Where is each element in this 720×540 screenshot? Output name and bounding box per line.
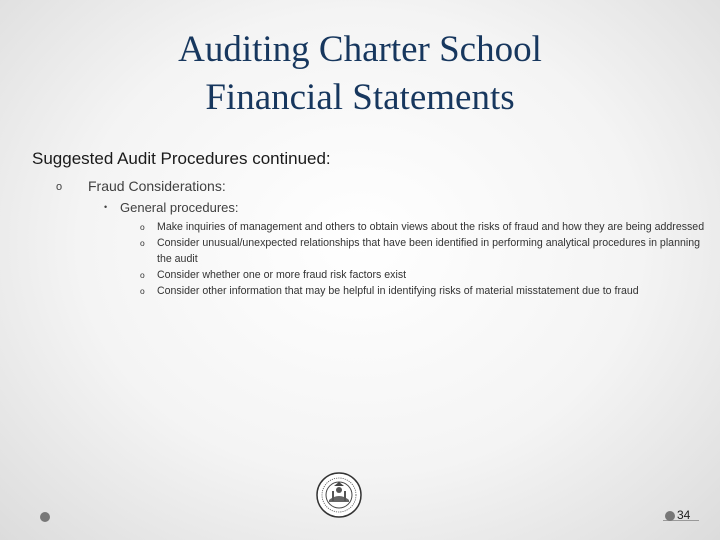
list-item — [140, 267, 706, 283]
procedure-list — [140, 219, 706, 299]
section-heading: Suggested Audit Procedures continued: — [32, 149, 331, 168]
circle-bullet-icon: o — [140, 270, 145, 280]
list-item — [140, 235, 706, 267]
state-seal-icon — [316, 472, 362, 518]
page-number: 34 — [677, 508, 691, 522]
slide-title — [60, 26, 660, 122]
list-item-text: Consider whether one or more fraud risk factors exist — [157, 269, 407, 281]
slide-title-line-1: Auditing Charter School — [178, 29, 542, 70]
bullet-level-2 — [104, 199, 239, 216]
circle-bullet-icon: o — [56, 181, 63, 193]
list-item-text: Make inquiries of management and others to obtain views about the risks of fraud and how they are being addressed — [157, 221, 705, 233]
circle-bullet-icon: o — [140, 222, 145, 232]
dot-bullet-icon: • — [104, 202, 108, 212]
decorative-dot-left — [40, 512, 50, 522]
list-item — [140, 219, 706, 235]
slide-title-line-2: Financial Statements — [205, 77, 515, 118]
circle-bullet-icon: o — [140, 286, 145, 296]
bullet-level-2-text: General procedures: — [120, 200, 239, 215]
list-item-text: Consider other information that may be helpful in identifying risks of material misstatement due to fraud — [157, 285, 639, 297]
list-item — [140, 283, 706, 299]
bullet-level-1 — [56, 177, 226, 196]
list-item-text: Consider unusual/unexpected relationships that have been identified in performing analytical procedures in planning the audit — [157, 237, 700, 265]
circle-bullet-icon: o — [140, 238, 145, 248]
decorative-dot-right — [665, 511, 675, 521]
bullet-level-1-text: Fraud Considerations: — [88, 178, 226, 194]
